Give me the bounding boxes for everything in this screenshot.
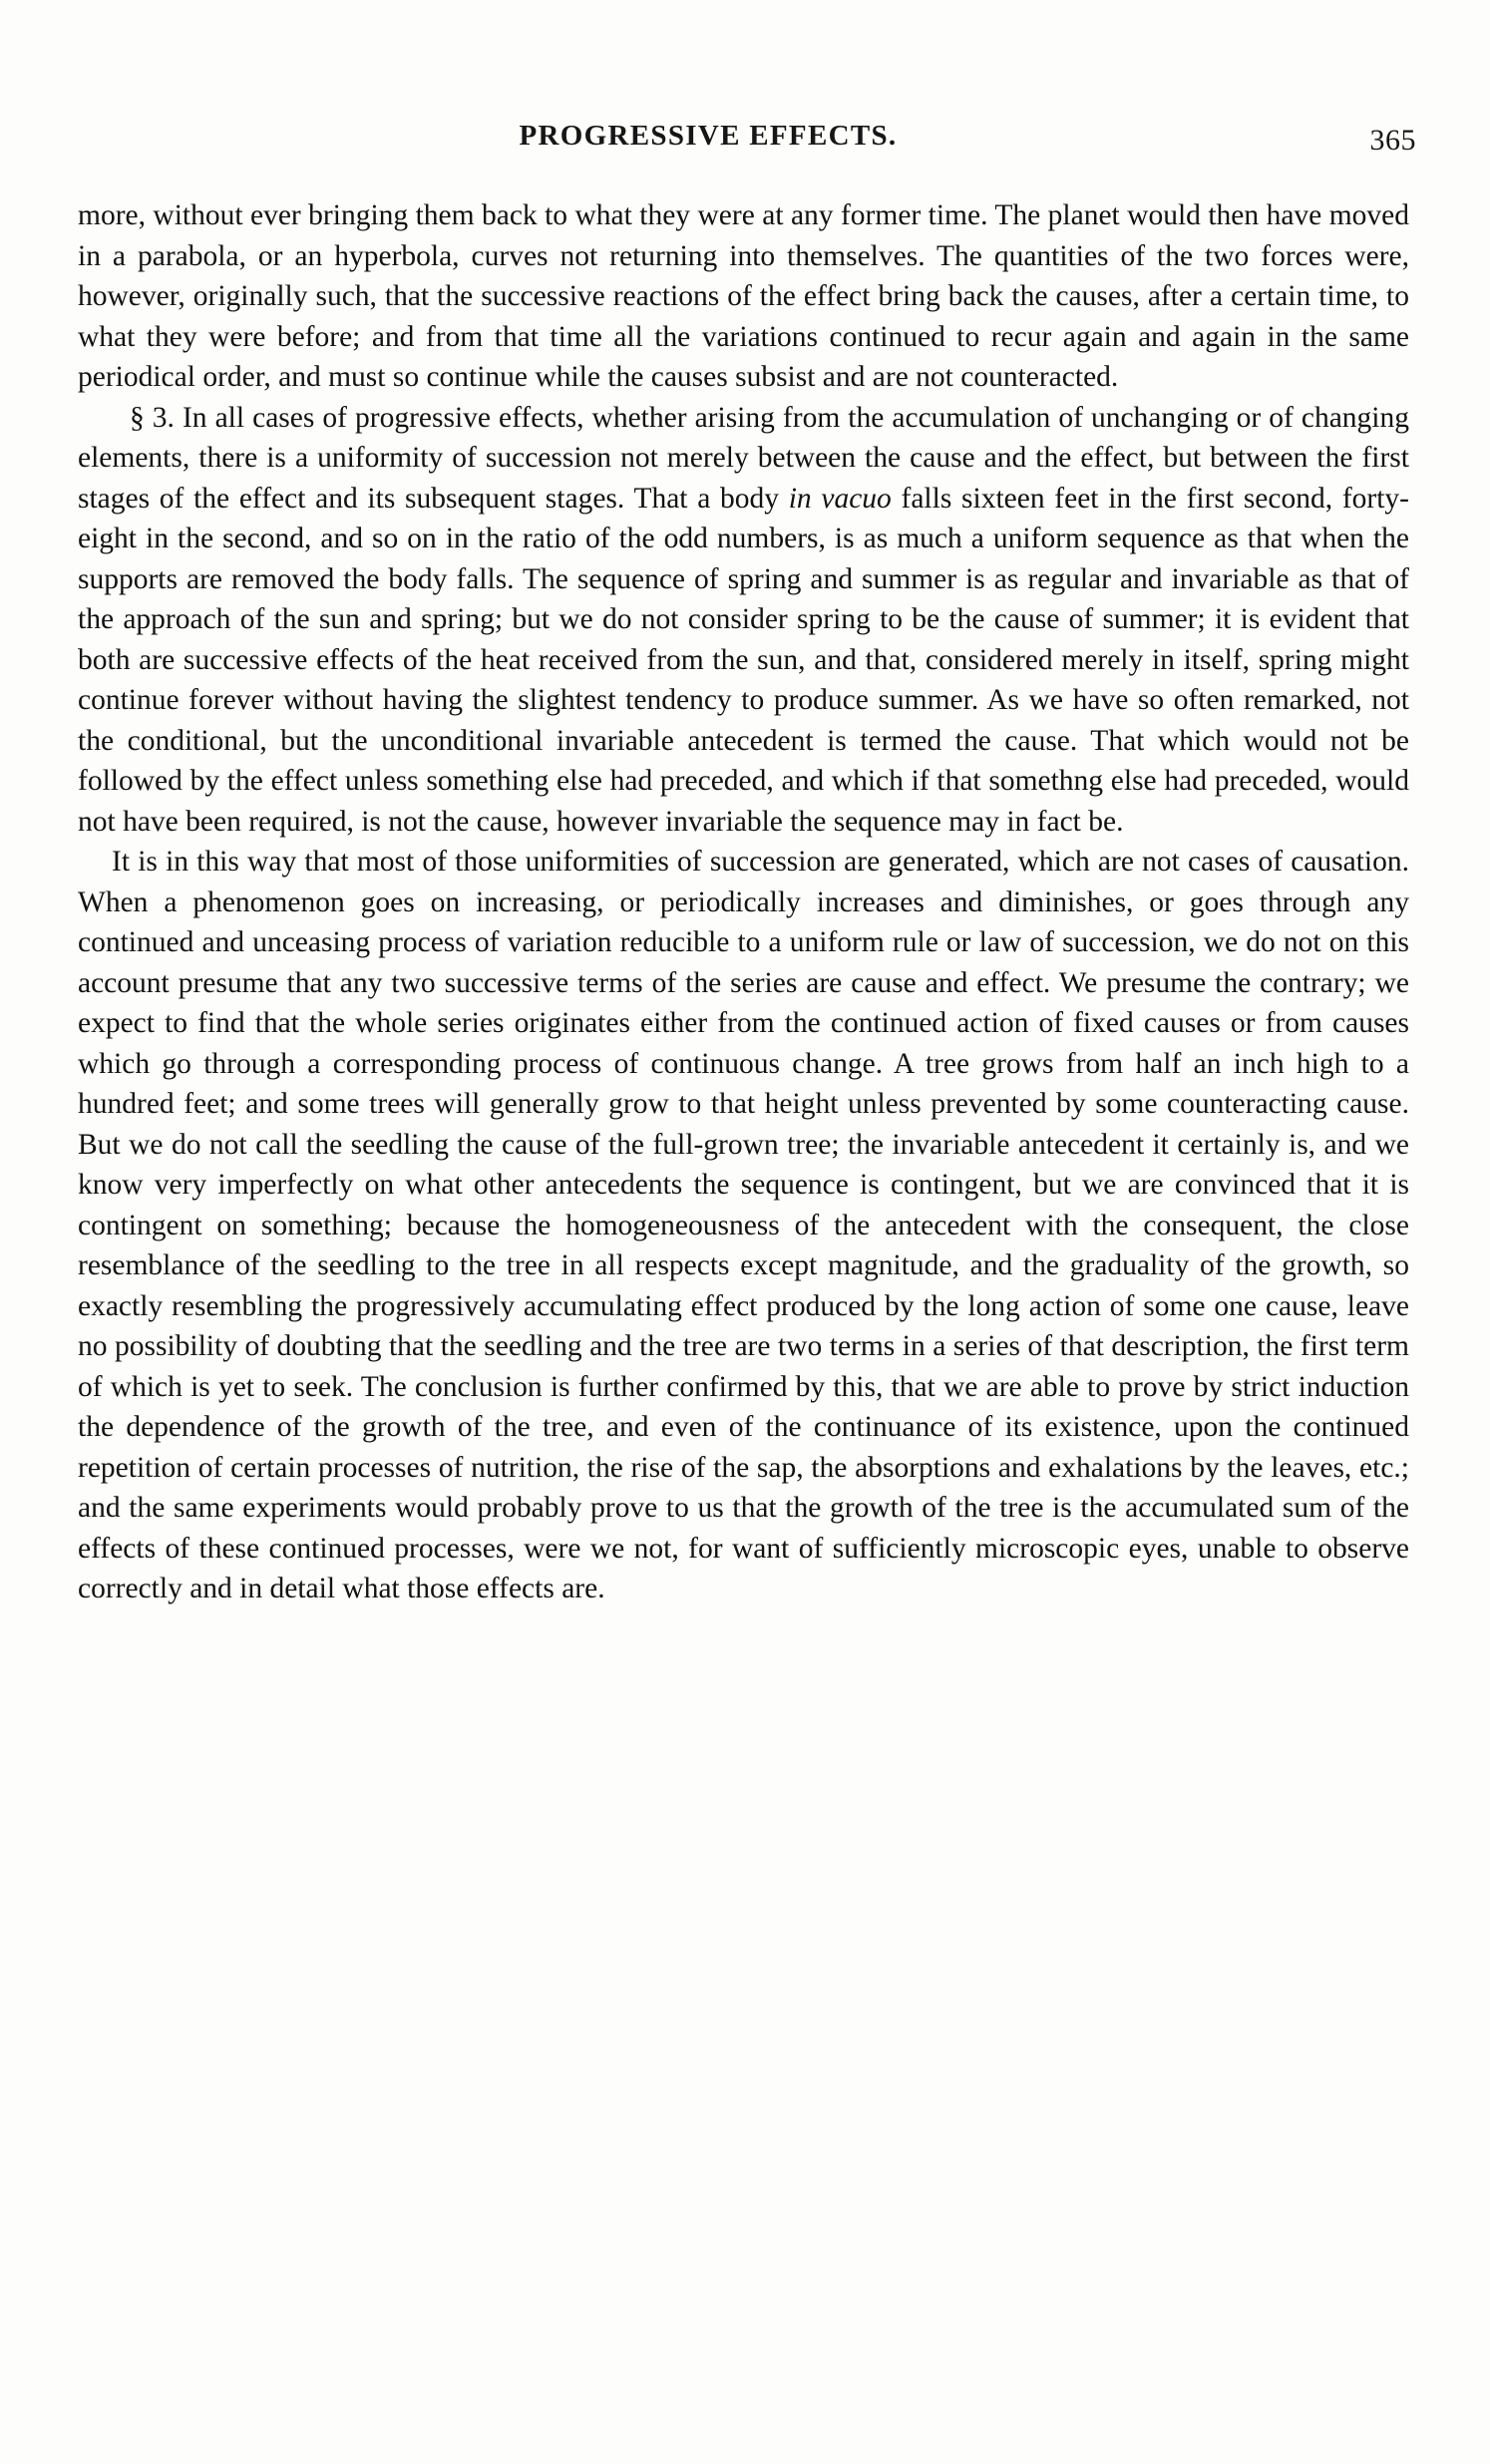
running-title: PROGRESSIVE EFFECTS. — [519, 120, 898, 152]
paragraph-continuation: more, without ever bringing them back to what they were at any former time. The planet would then have moved in a parabola, or an hyperbola, curves not returning into themselves. The quantities of the two forces were, however, originally such, that the successive reactions of the effect bring back the causes, after a certain time, to what they were before; and from that time all the variations continued to recur again and again in the same periodical order, and must so continue while the causes subsist and are not counteracted. — [78, 199, 1409, 393]
paragraph-uniformities: It is in this way that most of those uniformities of succession are generated, which are not cases of causation. When a phenomenon goes on increasing, or periodically increases and diminishes, or goes through any continued and unceasing process of variation reducible to a uniform rule or law of succession, we do not on this account presume that any two successive terms of the series are cause and effect. We presume the contrary; we expect to find that the whole series originates either from the continued action of fixed causes or from causes which go through a corresponding process of continuous change. A tree grows from half an inch high to a hundred feet; and some trees will generally grow to that height unless prevented by some counteracting cause. But we do not call the seedling the cause of the full-grown tree; the invariable antecedent it certainly is, and we know very imperfectly on what other antecedents the sequence is contingent, but we are convinced that it is contingent on something; because the homogeneousness of the antecedent with the consequent, the close resemblance of the seedling to the tree in all respects except magnitude, and the graduality of the growth, so exactly resembling the progressively accumulating effect produced by the long action of some one cause, leave no possibility of doubting that the seedling and the tree are two terms in a series of that description, the first term of which is yet to seek. The conclusion is further confirmed by this, that we are able to prove by strict induction the dependence of the growth of the tree, and even of the continuance of its existence, upon the continued repetition of certain processes of nutrition, the rise of the sap, the absorptions and exhalations by the leaves, etc.; and the same experiments would probably prove to us that the growth of the tree is the accumulated sum of the effects of these continued processes, were we not, for want of sufficiently microscopic eyes, unable to observe correctly and in detail what those effects are. — [78, 846, 1409, 1604]
page-header — [80, 120, 1416, 164]
page-number: 365 — [1369, 124, 1416, 157]
body-text-column — [78, 195, 1409, 1609]
paragraph-section-3: § 3. In all cases of progressive effects, whether arising from the accumulation of unchanging or of changing elements, there is a uniformity of succession not merely between the cause and the effect, but between the first stages of the effect and its subsequent stages. That a body in vacuo falls sixteen feet in the first second, forty-eight in the second, and so on in the ratio of the odd numbers, is as much a uniform sequence as that when the supports are removed the body falls. The sequence of spring and summer is as regular and invariable as that of the approach of the sun and spring; but we do not consider spring to be the cause of summer; it is evident that both are successive effects of the heat received from the sun, and that, considered merely in itself, spring might continue forever without having the slightest tendency to produce summer. As we have so often remarked, not the conditional, but the unconditional invariable antecedent is termed the cause. That which would not be followed by the effect unless something else had preceded, and which if that somethng else had preceded, would not have been required, is not the cause, however invariable the sequence may in fact be. — [78, 401, 1409, 838]
